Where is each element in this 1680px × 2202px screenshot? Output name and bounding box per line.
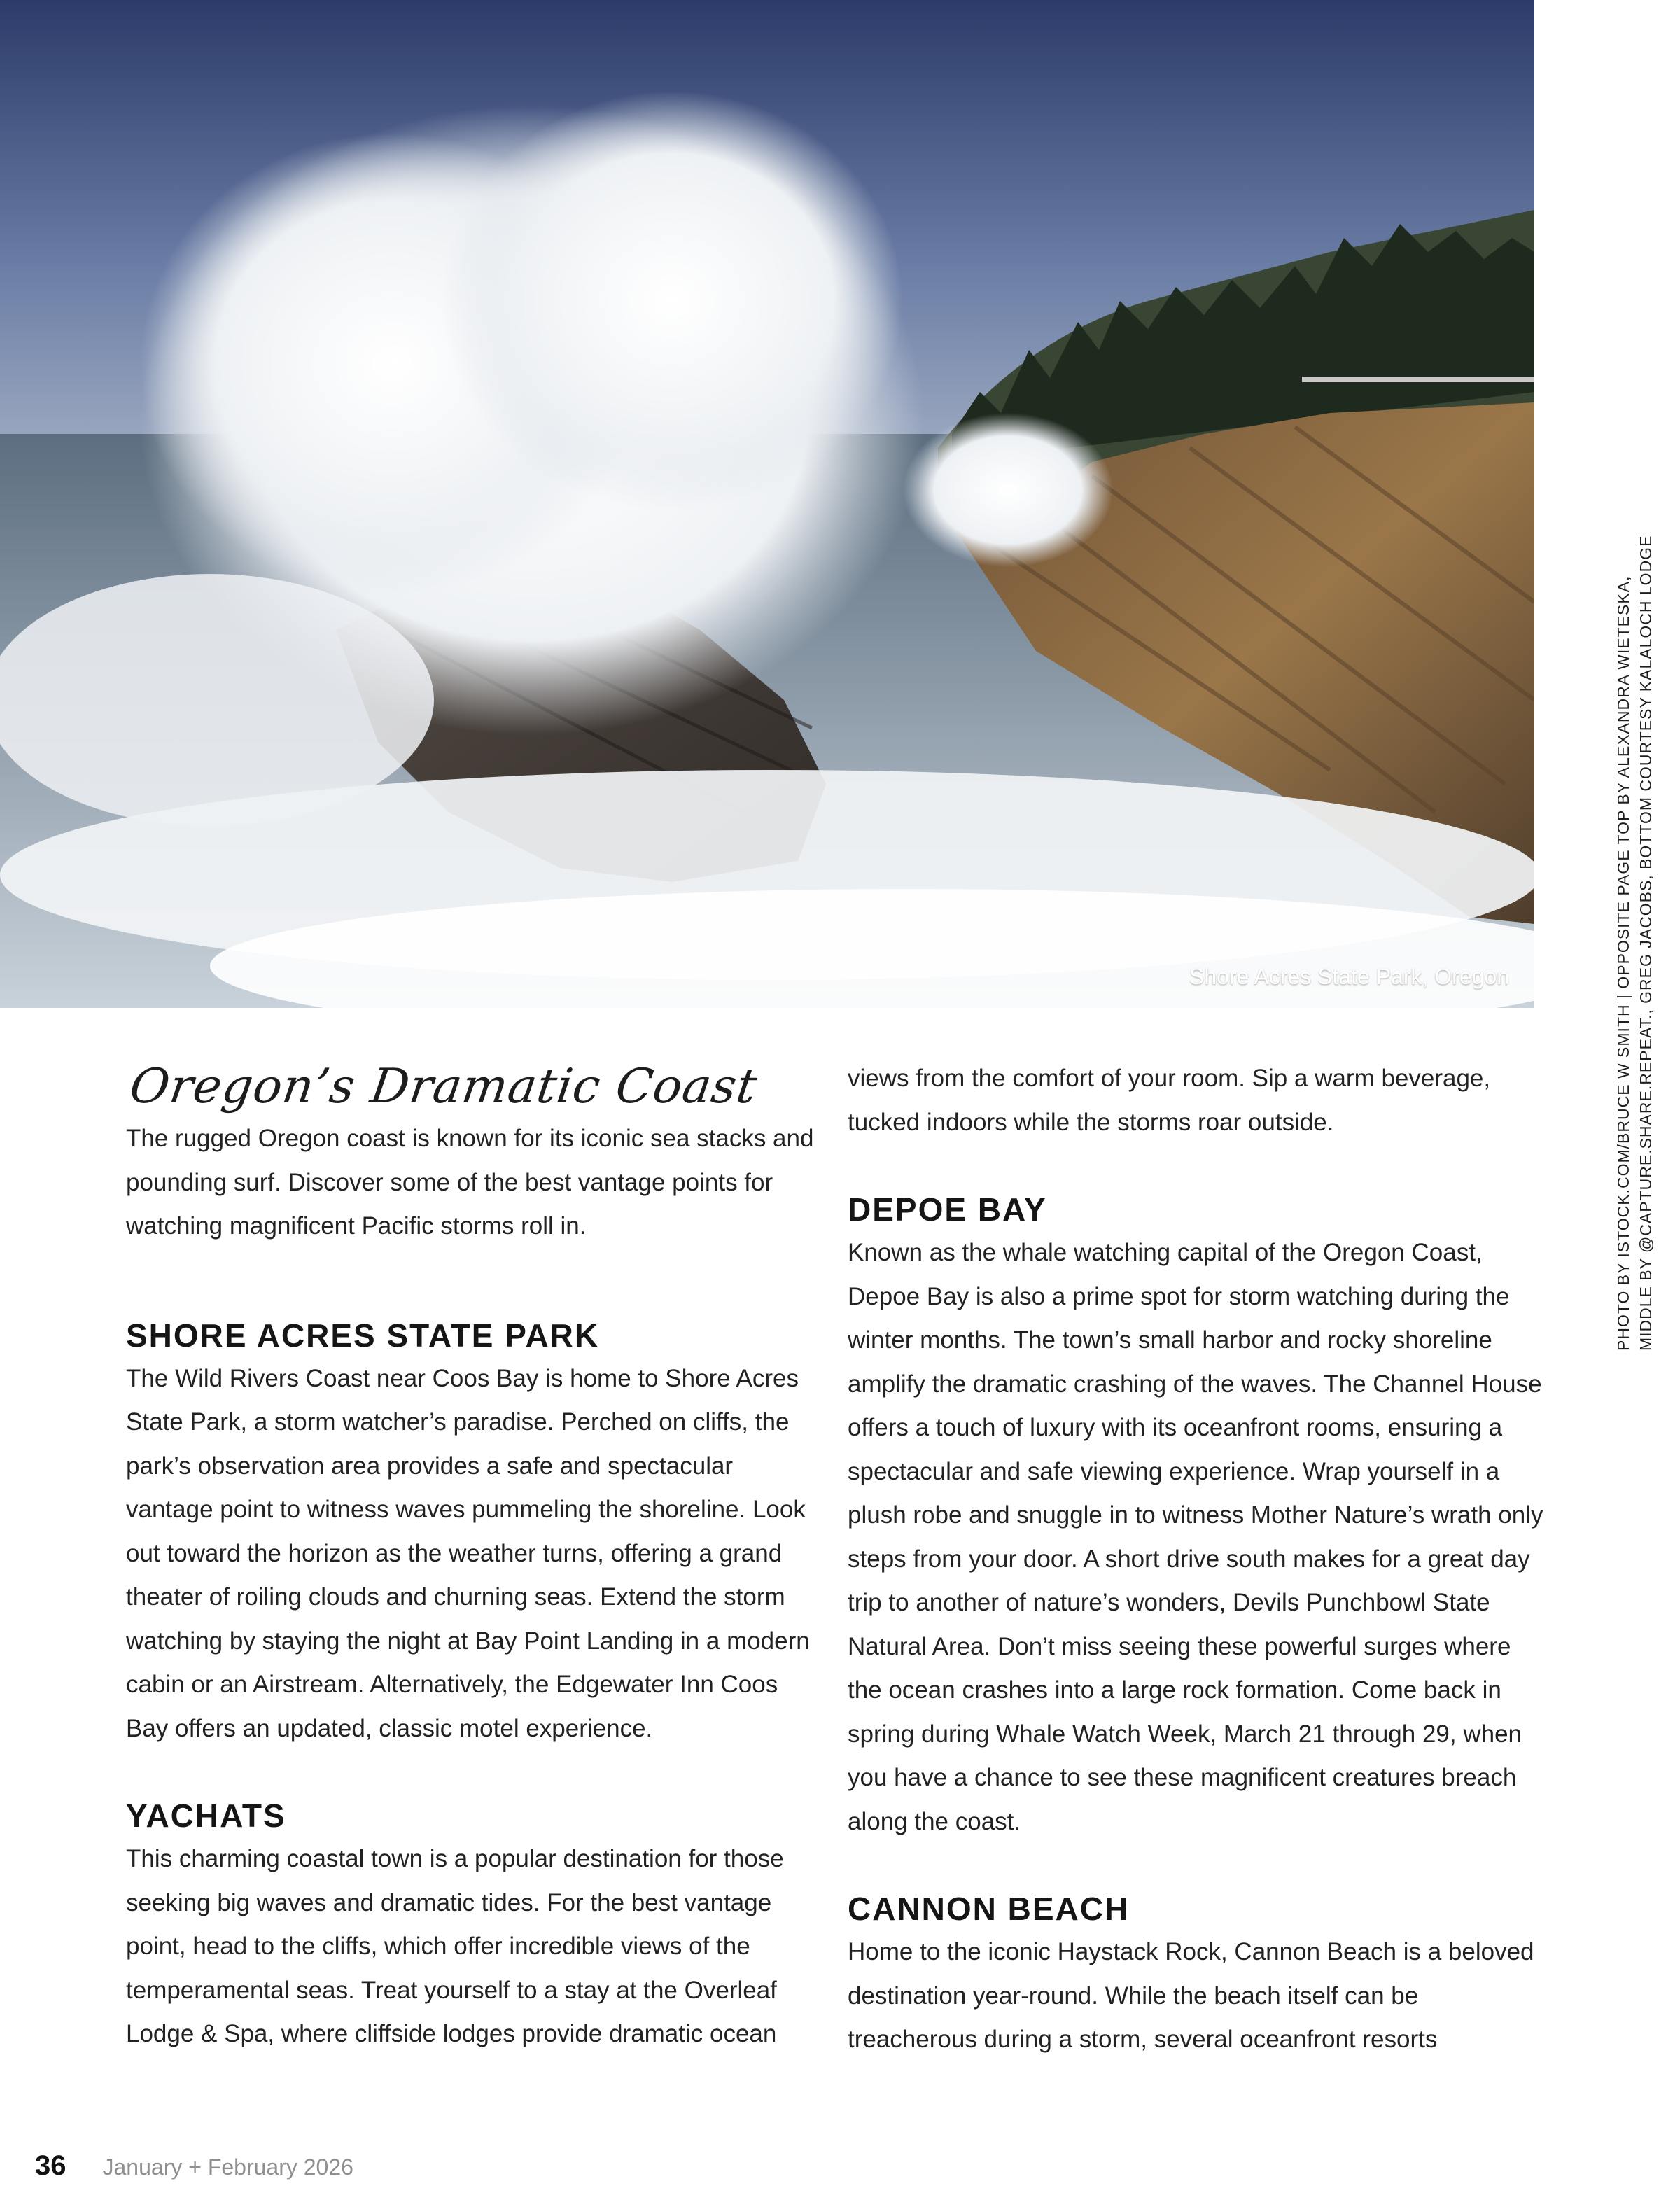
section-body-yachats: This charming coastal town is a popular destination for those seeking big waves and dramatic tides. For the best vantage point, head to the cliffs, which offer incredible views of the temperamental seas. Treat yourself to a stay at the Overleaf Lodge & Spa, where cliffside lodges provide dramatic ocean xyxy=(126,1845,784,2047)
photo-credit-line-1: PHOTO BY ISTOCK.COM/BRUCE W SMITH | OPPOSITE PAGE TOP BY ALEXANDRA WIETESKA, xyxy=(1614,575,1632,1351)
hero-illustration xyxy=(0,0,1534,1008)
issue-date: January + February 2026 xyxy=(102,2154,354,2180)
photo-credit-line-2: MIDDLE BY @CAPTURE.SHARE.REPEAT., GREG JACOBS, BOTTOM COURTESY KALALOCH LODGE xyxy=(1637,535,1655,1351)
section-body-cannon-beach: Home to the iconic Haystack Rock, Cannon Beach is a beloved destination year-round. While the beach itself can be treacherous during a storm, several oceanfront resorts xyxy=(848,1938,1534,2053)
hero-photo xyxy=(0,0,1534,1008)
section-body-depoe-bay: Known as the whale watching capital of the Oregon Coast, Depoe Bay is also a prime spot for storm watching during the winter months. The town’s small harbor and rocky shoreline amplify the dramatic crashing of the waves. The Channel House offers a touch of luxury with its oceanfront rooms, ensuring a spectacular and safe viewing experience. Wrap yourself in a plush robe and snuggle in to witness Mother Nature’s wrath only steps from your door. A short drive south makes for a great day trip to another of nature’s wonders, Devils Punchbowl State Natural Area. Don’t miss seeing these powerful surges where the ocean crashes into a large rock formation. Come back in spring during Whale Watch Week, March 21 through 29, when you have a chance to see these magnificent creatures breach along the coast. xyxy=(848,1239,1544,1835)
section-heading-shore-acres: SHORE ACRES STATE PARK xyxy=(126,1317,600,1354)
article-column-left xyxy=(126,1057,826,2056)
section-heading-cannon-beach: CANNON BEACH xyxy=(848,1891,1130,1927)
photo-credits xyxy=(1612,535,1679,1351)
article-column-right xyxy=(848,1057,1548,2062)
page-footer xyxy=(35,2150,354,2181)
page-number: 36 xyxy=(35,2150,66,2181)
section-heading-depoe-bay: DEPOE BAY xyxy=(848,1191,1047,1228)
article-intro: The rugged Oregon coast is known for its iconic sea stacks and pounding surf. Discover some of the best vantage points for watching magnificent Pacific storms roll in. xyxy=(126,1125,814,1240)
observation-railing xyxy=(1302,377,1534,382)
section-heading-yachats: YACHATS xyxy=(126,1797,286,1834)
section-body-shore-acres: The Wild Rivers Coast near Coos Bay is home to Shore Acres State Park, a storm watcher’s paradise. Perched on cliffs, the park’s observation area provides a safe and spectacular vantage point to witness waves pummeling the shoreline. Look out toward the horizon as the weather turns, offering a grand theater of roiling clouds and churning seas. Extend the storm watching by staying the night at Bay Point Landing in a modern cabin or an Airstream. Alternatively, the Edgewater Inn Coos Bay offers an updated, classic motel experience. xyxy=(126,1364,810,1742)
photo-caption: Shore Acres State Park, Oregon xyxy=(1189,964,1509,989)
section-body-yachats-continued: views from the comfort of your room. Sip a warm beverage, tucked indoors while the storms roar outside. xyxy=(848,1065,1491,1136)
article-title: Oregon’s Dramatic Coast xyxy=(126,1059,761,1114)
